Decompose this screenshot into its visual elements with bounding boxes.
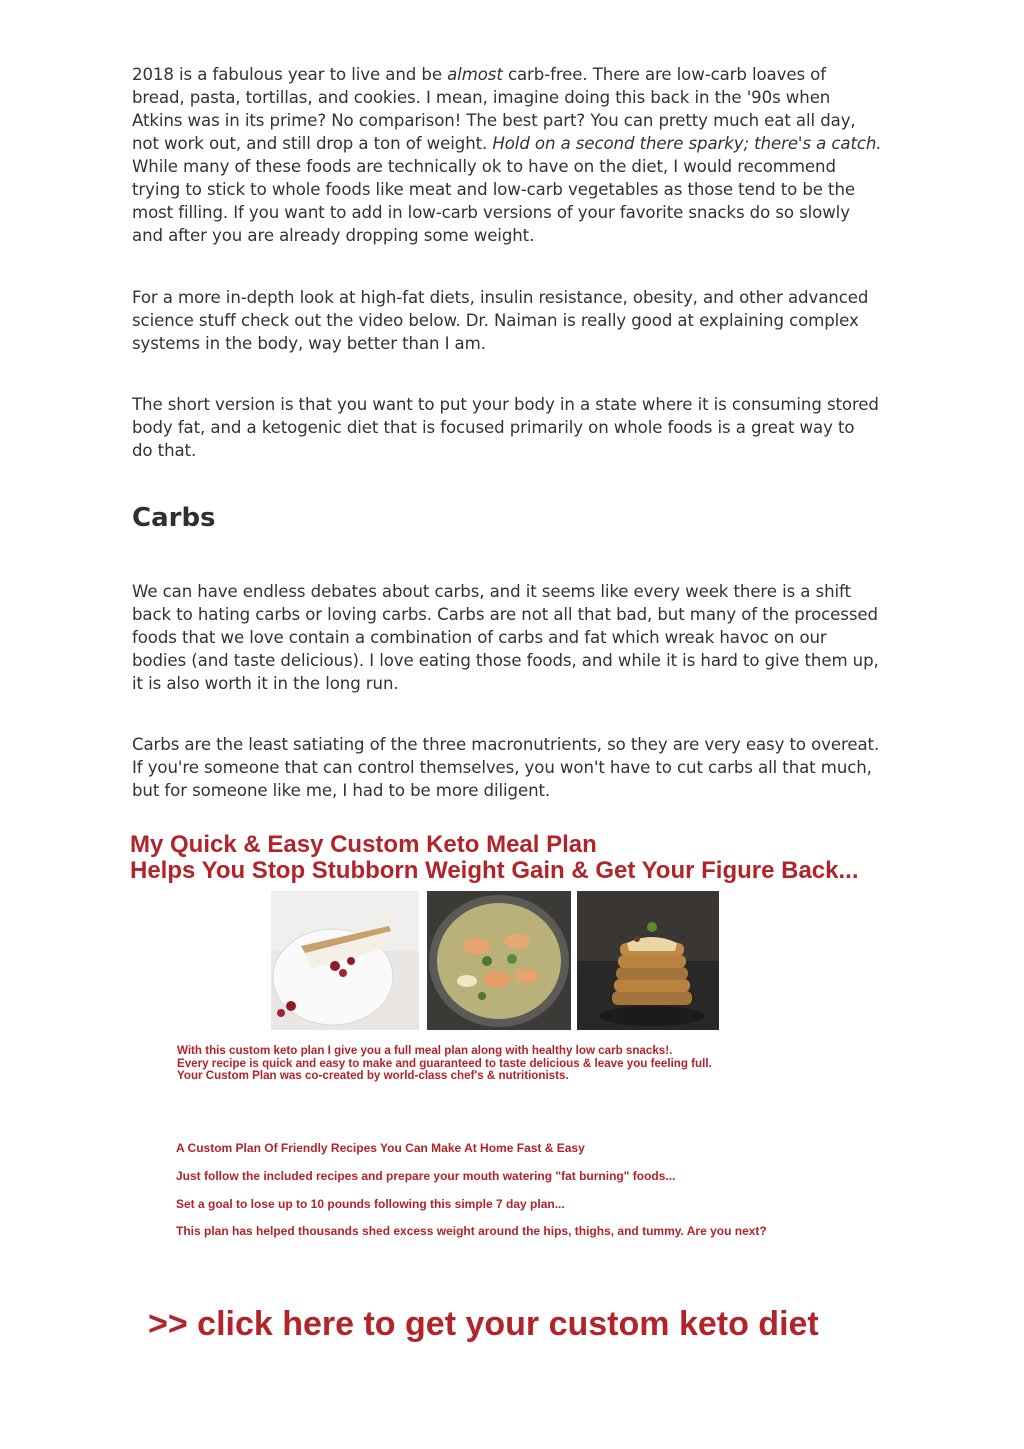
promo-headline (130, 832, 859, 884)
paragraph-line: The short version is that you want to put your body in a state where it is consuming stored (132, 395, 879, 414)
paragraph-line: back to hating carbs or loving carbs. Carbs are not all that bad, but many of the processed (132, 605, 878, 624)
paragraph-line: systems in the body, way better than I am. (132, 334, 486, 353)
promo-description (177, 1045, 712, 1083)
cheesecake-photo (271, 891, 419, 1030)
paragraph-line: it is also worth it in the long run. (132, 674, 399, 693)
intro-paragraph (132, 63, 932, 247)
section-heading-carbs: Carbs (132, 503, 216, 533)
promo-benefit: Just follow the included recipes and prepare your mouth watering "fat burning" foods... (176, 1169, 676, 1183)
paragraph-line: We can have endless debates about carbs, and it seems like every week there is a shift (132, 582, 851, 601)
promo-benefit: A Custom Plan Of Friendly Recipes You Can Make At Home Fast & Easy (176, 1141, 585, 1155)
paragraph-line: For a more in-depth look at high-fat diets, insulin resistance, obesity, and other advanced (132, 288, 869, 307)
promo-description-line: Your Custom Plan was co-created by world-class chef's & nutritionists. (177, 1069, 569, 1082)
paragraph-line: not work out, and still drop a ton of weight. Hold on a second there sparky; there's a catch. (132, 134, 882, 153)
paragraph-line: foods that we love contain a combination of carbs and fat which wreak havoc on our (132, 628, 827, 647)
paragraph-line: Atkins was in its prime? No comparison! The best part? You can pretty much eat all day, (132, 111, 856, 130)
paragraph-line: While many of these foods are technically ok to have on the diet, I would recommend (132, 157, 836, 176)
paragraph-line: most filling. If you want to add in low-carb versions of your favorite snacks do so slowly (132, 203, 850, 222)
paragraph-line: 2018 is a fabulous year to live and be almost carb-free. There are low-carb loaves of (132, 65, 826, 84)
pancake-stack-photo (577, 891, 719, 1030)
paragraph-line: Carbs are the least satiating of the three macronutrients, so they are very easy to overeat. (132, 735, 880, 754)
paragraph-line: If you're someone that can control themselves, you won't have to cut carbs all that much, (132, 758, 872, 777)
promo-benefit: This plan has helped thousands shed excess weight around the hips, thighs, and tummy. Are you next? (176, 1224, 767, 1238)
paragraph-line: science stuff check out the video below. Dr. Naiman is really good at explaining complex (132, 311, 859, 330)
paragraph-line: bread, pasta, tortillas, and cookies. I mean, imagine doing this back in the '90s when (132, 88, 831, 107)
get-custom-keto-diet-link[interactable]: >> click here to get your custom keto diet (148, 1305, 819, 1343)
summary-paragraph (132, 393, 932, 462)
promo-headline-line: Helps You Stop Stubborn Weight Gain & Get Your Figure Back... (130, 857, 859, 884)
paragraph-line: body fat, and a ketogenic diet that is focused primarily on whole foods is a great way to (132, 418, 855, 437)
paragraph-line: do that. (132, 441, 197, 460)
carbs-satiety-paragraph (132, 733, 932, 802)
promo-description-line: Every recipe is quick and easy to make and guaranteed to taste delicious & leave you feeling full. (177, 1056, 712, 1070)
shrimp-skillet-photo (427, 891, 571, 1030)
paragraph-line: trying to stick to whole foods like meat and low-carb vegetables as those tend to be the (132, 180, 855, 199)
paragraph-line: but for someone like me, I had to be more diligent. (132, 781, 551, 800)
promo-benefit: Set a goal to lose up to 10 pounds following this simple 7 day plan... (176, 1197, 565, 1211)
paragraph-line: bodies (and taste delicious). I love eating those foods, and while it is hard to give them up, (132, 651, 879, 670)
video-reference-paragraph (132, 286, 932, 355)
promo-description-line: With this custom keto plan I give you a full meal plan along with healthy low carb snacks!. (177, 1044, 673, 1057)
promo-headline-line: My Quick & Easy Custom Keto Meal Plan (130, 831, 597, 858)
carbs-debate-paragraph (132, 580, 932, 695)
paragraph-line: and after you are already dropping some weight. (132, 226, 535, 245)
